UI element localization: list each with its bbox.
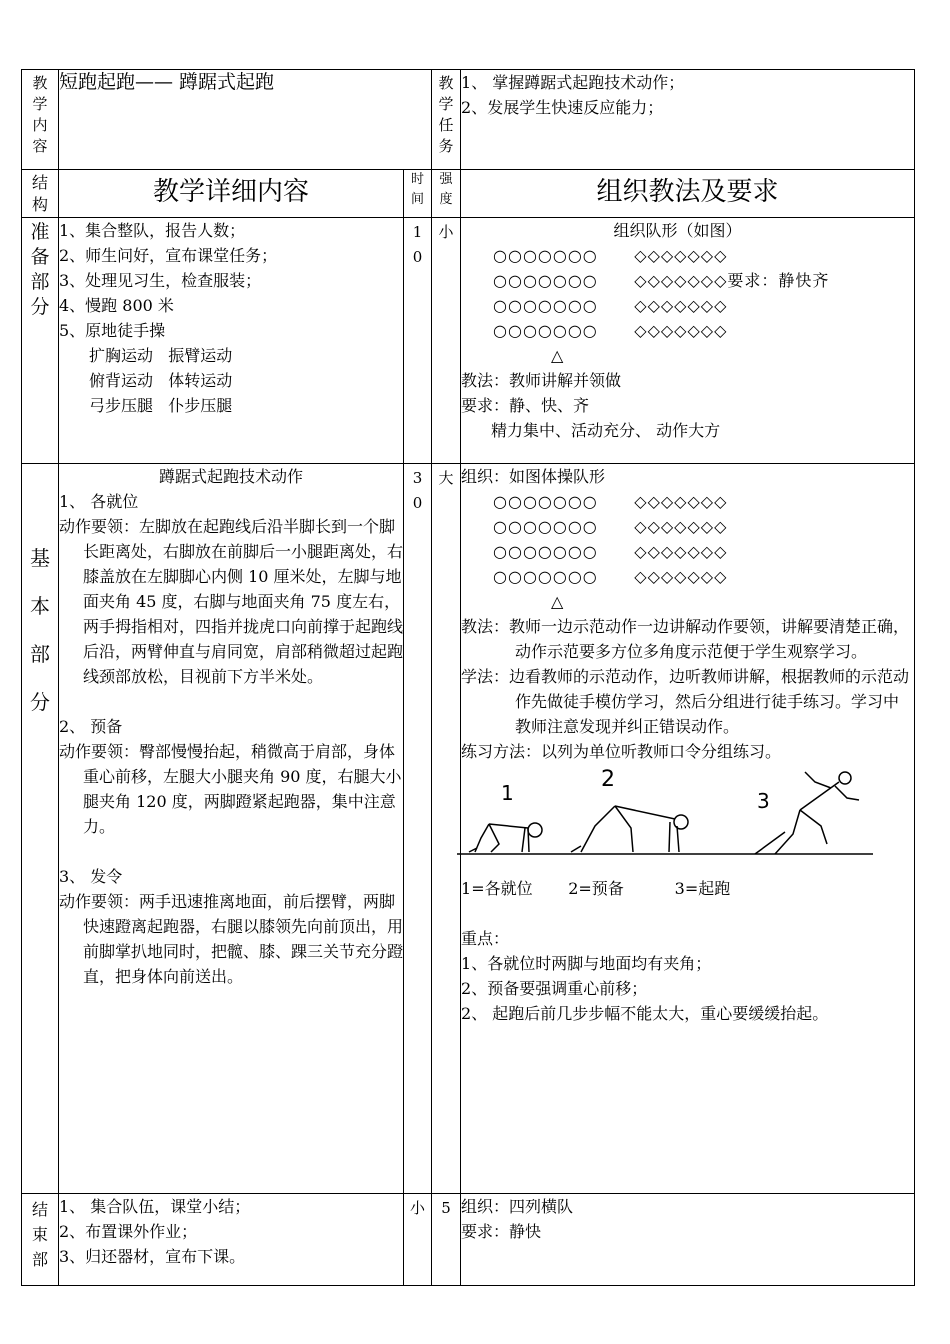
- intensity-header: 强 度: [432, 170, 461, 218]
- end-time: 小: [404, 1194, 432, 1286]
- basic-content: 蹲踞式起跑技术动作 1、 各就位 动作要领：左脚放在起跑线后沿半脚长到一个脚长距离处，右脚放在前脚后一小腿距离处，右膝盖放在左脚脚心内侧 10 厘米处，左脚与地面夹角 45 度，右脚与地面夹角 75 度左右，两手拇指相对，四指并拢虎口向前撑于起跑线后沿，两臂伸直与肩同宽，肩部稍微超过起跑线颈部放松，目视前下方半米处。 2、 预备 动作要领：臀部慢慢抬起，稍微高于肩部，身体重心前移，左腿大小腿夹角 90 度，右腿大小腿夹角 120 度，两脚蹬紧起跑器，集中注意力。 3、 发令 动作要领：两手迅速推离地面，前后摆臂，两脚快速蹬离起跑器，右腿以膝领先向前顶出，用前脚掌扒地同时，把髋、膝、踝三关节充分蹬直，把身体向前送出。: [59, 464, 404, 1194]
- prep-intensity: 小: [432, 218, 461, 464]
- prep-time: 1 0: [404, 218, 432, 464]
- prep-method: 组织队形（如图） ○○○○○○○ ◇◇◇◇◇◇◇ ○○○○○○○ ◇◇◇◇◇◇◇要求：静快齐 ○○○○○○○ ◇◇◇◇◇◇◇ ○○○○○○○ ◇◇◇◇◇◇◇ △ 教法：教师讲解并领做 要求：静、快、齐 精力集中、活动充分、 动作大方: [461, 218, 915, 464]
- detail-header: 教学详细内容: [59, 170, 404, 218]
- sprinter-figures: [455, 764, 895, 876]
- basic-method: 组织：如图体操队形 ○○○○○○○ ◇◇◇◇◇◇◇ ○○○○○○○ ◇◇◇◇◇◇◇ ○○○○○○○ ◇◇◇◇◇◇◇ ○○○○○○○ ◇◇◇◇◇◇◇ △ 教法：教师一边示范动作一边讲解动作要领，讲解要清楚正确，动作示范要多方位多角度示范便于学生观察学习。 学法：边看教师的示范动作，边听教师讲解，根据教师的示范动作先做徒手模仿学习，然后分组进行徒手练习。学习中教师注意发现并纠正错误动作。 练习方法：以列为单位听教师口令分组练习。 1 2 3 1=各就位 2=预备 3=起跑 重点： 1、各就位时两脚与地面均有夹角； 2、预备要强调重心前移； 2、 起跑后前几步步幅不能太大，重心要缓缓抬起。: [461, 464, 915, 1194]
- task-label: 教 学 任 务: [432, 70, 461, 170]
- prep-content: 1、集合整队，报告人数； 2、师生问好，宣布课堂任务； 3、处理见习生，检查服装； 4、慢跑 800 米 5、原地徒手操 扩胸运动 振臂运动 俯背运动 体转运动 弓步压腿 仆步压腿: [59, 218, 404, 464]
- end-label: 结 束 部: [22, 1194, 59, 1286]
- figure-go: [755, 772, 859, 854]
- end-intensity: 5: [432, 1194, 461, 1286]
- structure-header: 结 构: [22, 170, 59, 218]
- basic-label: 基 本 部 分: [22, 464, 59, 1194]
- teacher-marker: △: [551, 346, 564, 365]
- end-method: 组织：四列横队 要求：静快: [461, 1194, 915, 1286]
- fig-label-1: 1: [501, 781, 514, 805]
- fig-label-3: 3: [757, 789, 770, 813]
- content-label: 教 学 内 容: [22, 70, 59, 170]
- time-header: 时 间: [404, 170, 432, 218]
- basic-time: 3 0: [404, 464, 432, 1194]
- basic-intensity: 大: [432, 464, 461, 1194]
- method-header: 组织教法及要求: [461, 170, 915, 218]
- lesson-content: 短跑起跑—— 蹲踞式起跑: [59, 70, 432, 170]
- figure-on-your-marks: [469, 823, 542, 852]
- lesson-plan-table: [21, 69, 915, 1286]
- teacher-marker: △: [551, 592, 564, 611]
- fig-label-2: 2: [601, 767, 616, 792]
- lesson-tasks: 1、 掌握蹲踞式起跑技术动作； 2、发展学生快速反应能力；: [461, 70, 915, 170]
- prep-label: 准 备 部 分: [22, 218, 59, 464]
- end-content: 1、 集合队伍，课堂小结； 2、布置课外作业； 3、归还器材，宣布下课。: [59, 1194, 404, 1286]
- start-phases-figure: [461, 764, 914, 876]
- figure-get-set: [571, 806, 688, 852]
